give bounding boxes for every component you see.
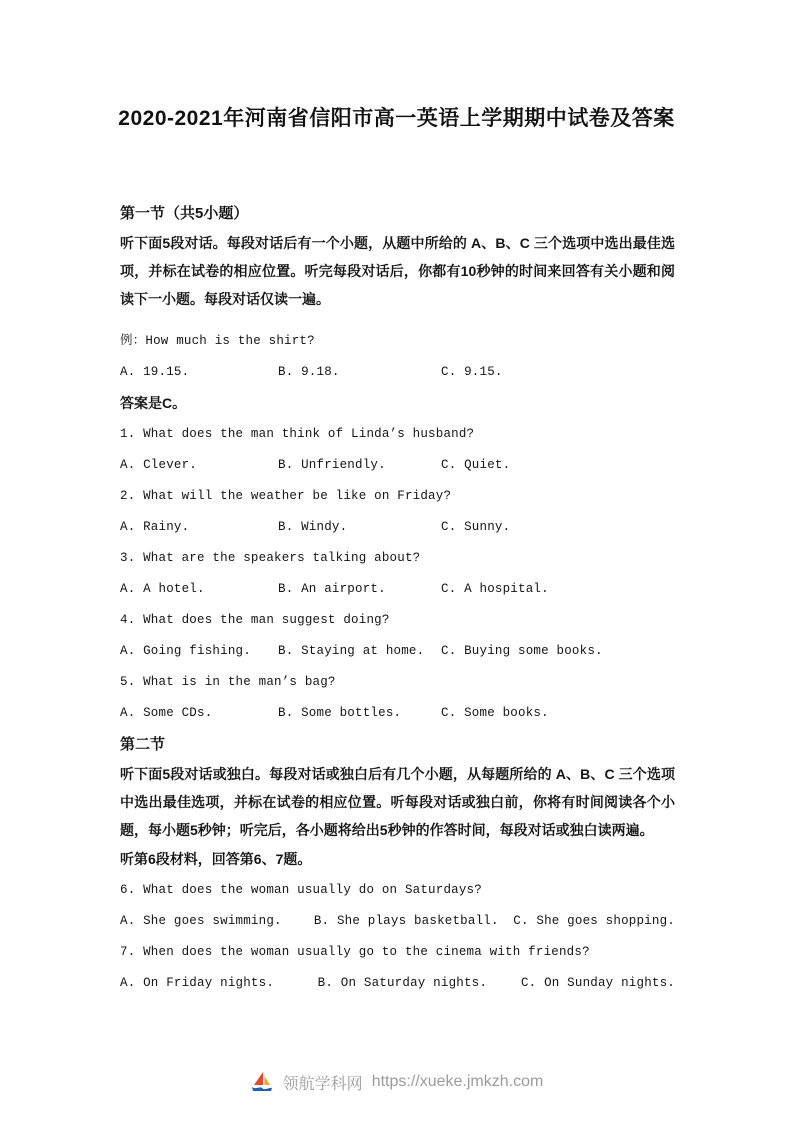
document-body — [120, 198, 675, 999]
option-c: C. 9.15. — [441, 365, 503, 379]
footer-url: https://xueke.jmkzh.com — [371, 1073, 544, 1090]
option-c: C. Some books. — [441, 706, 549, 720]
option-c: C. Buying some books. — [441, 644, 603, 658]
option-c: C. Sunny. — [441, 520, 511, 534]
example-answer-note: 答案是C。 — [120, 395, 187, 411]
question-options — [120, 450, 675, 481]
section2-instructions: 听下面5段对话或独白。每段对话或独白后有几个小题，从每题所给的 A、B、C 三个选项中选出最佳选项，并标在试卷的相应位置。听每段对话或独白前，你将有时间阅读各个小题，每小题5秒钟；听完后，各小题将给出5秒钟的作答时间，每段对话或独白读两遍。 — [120, 766, 675, 838]
question-text: 6. What does the woman usually do on Saturdays? — [120, 883, 482, 897]
question-options — [120, 512, 675, 543]
question-options — [120, 968, 675, 999]
option-a: A. Clever. — [120, 458, 198, 472]
option-a: A. Some CDs. — [120, 706, 213, 720]
page-title: 2020-2021年河南省信阳市高一英语上学期期中试卷及答案 — [118, 107, 675, 130]
question-options — [120, 574, 675, 605]
option-b: B. Some bottles. — [278, 706, 402, 720]
question-7 — [120, 937, 675, 999]
footer-site-name: 领航学科网 — [282, 1075, 363, 1093]
section1-instructions: 听下面5段对话。每段对话后有一个小题，从题中所给的 A、B、C 三个选项中选出最佳选项，并标在试卷的相应位置。听完每段对话后，你都有10秒钟的时间来回答有关小题和阅读下一小题。每段对话仅读一遍。 — [120, 235, 675, 307]
example-options — [120, 357, 675, 388]
option-b: B. An airport. — [278, 582, 386, 596]
section1-heading: 第一节（共5小题） — [120, 205, 249, 222]
site-logo-icon — [250, 1070, 274, 1094]
question-1 — [120, 419, 675, 481]
question-3 — [120, 543, 675, 605]
example-question: 例：How much is the shirt? — [120, 334, 315, 348]
question-6 — [120, 875, 675, 937]
option-b: B. Unfriendly. — [278, 458, 386, 472]
option-a: A. Rainy. — [120, 520, 190, 534]
option-c: C. She goes shopping. — [513, 914, 675, 928]
question-options — [120, 698, 675, 729]
question-text: 5. What is in the man’s bag? — [120, 675, 336, 689]
option-b: B. On Saturday nights. — [317, 976, 488, 990]
question-5 — [120, 667, 675, 729]
option-a: A. A hotel. — [120, 582, 205, 596]
option-b: B. Windy. — [278, 520, 348, 534]
option-c: C. A hospital. — [441, 582, 549, 596]
question-text: 7. When does the woman usually go to the cinema with friends? — [120, 945, 590, 959]
question-text: 2. What will the weather be like on Friday? — [120, 489, 452, 503]
option-a: A. 19.15. — [120, 365, 190, 379]
section2-heading: 第二节 — [120, 736, 166, 753]
option-a: A. On Friday nights. — [120, 976, 275, 990]
option-a: A. She goes swimming. — [120, 914, 282, 928]
question-text: 3. What are the speakers talking about? — [120, 551, 421, 565]
option-a: A. Going fishing. — [120, 644, 251, 658]
option-b: B. 9.18. — [278, 365, 340, 379]
question-options — [120, 906, 675, 937]
question-options — [120, 636, 675, 667]
option-b: B. Staying at home. — [278, 644, 425, 658]
page-footer — [0, 1070, 793, 1094]
question-text: 4. What does the man suggest doing? — [120, 613, 390, 627]
option-c: C. On Sunday nights. — [520, 976, 675, 990]
question-text: 1. What does the man think of Linda’s husband? — [120, 427, 475, 441]
option-c: C. Quiet. — [441, 458, 511, 472]
section2-material-note: 听第6段材料，回答第6、7题。 — [120, 851, 312, 867]
question-4 — [120, 605, 675, 667]
question-2 — [120, 481, 675, 543]
option-b: B. She plays basketball. — [313, 914, 499, 928]
